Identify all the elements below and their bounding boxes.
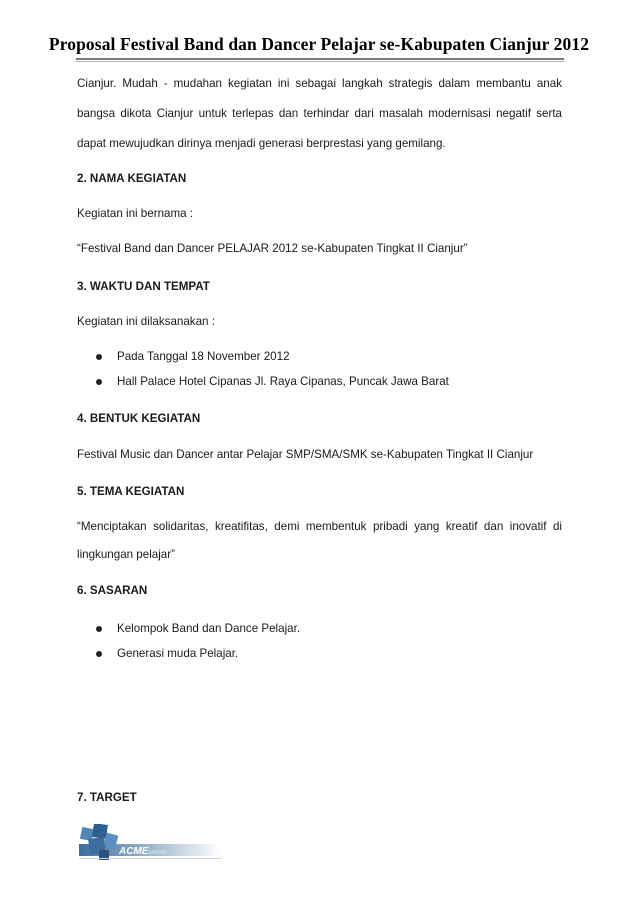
logo-subtext: MAKAR — [149, 850, 167, 856]
intro-line-2: bangsa dikota Cianjur untuk terlepas dan terhindar dari masalah modernisasi negatif serta — [77, 107, 562, 120]
section-5-line-2: lingkungan pelajar” — [77, 548, 175, 561]
bullet-dot — [96, 379, 102, 385]
section-2-quote: “Festival Band dan Dancer PELAJAR 2012 se-Kabupaten Tingkat II Cianjur” — [77, 242, 468, 255]
logo-icon — [79, 824, 221, 864]
header-rule — [76, 58, 564, 60]
section-2-heading: 2. NAMA KEGIATAN — [77, 172, 187, 185]
list-item: Pada Tanggal 18 November 2012 — [117, 350, 290, 363]
section-7-heading: 7. TARGET — [77, 791, 137, 804]
intro-line-3: dapat mewujudkan dirinya menjadi generasi berprestasi yang gemilang. — [77, 137, 446, 150]
section-6-heading: 6. SASARAN — [77, 584, 148, 597]
list-item: Kelompok Band dan Dance Pelajar. — [117, 622, 301, 635]
header-title: Proposal Festival Band dan Dancer Pelajar se-Kabupaten Cianjur 2012 — [48, 34, 590, 54]
section-4-text: Festival Music dan Dancer antar Pelajar SMP/SMA/SMK se-Kabupaten Tingkat II Cianjur — [77, 448, 534, 461]
bullet-dot — [96, 626, 102, 632]
section-3-heading: 3. WAKTU DAN TEMPAT — [77, 280, 210, 293]
bullet-dot — [96, 651, 102, 657]
bullet-dot — [96, 354, 102, 360]
section-2-text: Kegiatan ini bernama : — [77, 207, 194, 220]
list-item: Generasi muda Pelajar. — [117, 647, 239, 660]
list-item: Hall Palace Hotel Cipanas Jl. Raya Cipanas, Puncak Jawa Barat — [117, 375, 449, 388]
logo-text: ACME — [119, 846, 149, 857]
section-5-heading: 5. TEMA KEGIATAN — [77, 485, 185, 498]
header-rule-thin — [76, 61, 564, 62]
intro-line-1: Cianjur. Mudah - mudahan kegiatan ini sebagai langkah strategis dalam membantu anak — [77, 77, 562, 90]
footer-logo — [79, 824, 221, 864]
section-5-line-1: “Menciptakan solidaritas, kreatifitas, demi membentuk pribadi yang kreatif dan inovatif di — [77, 520, 562, 533]
section-3-text: Kegiatan ini dilaksanakan : — [77, 315, 215, 328]
section-4-heading: 4. BENTUK KEGIATAN — [77, 412, 201, 425]
